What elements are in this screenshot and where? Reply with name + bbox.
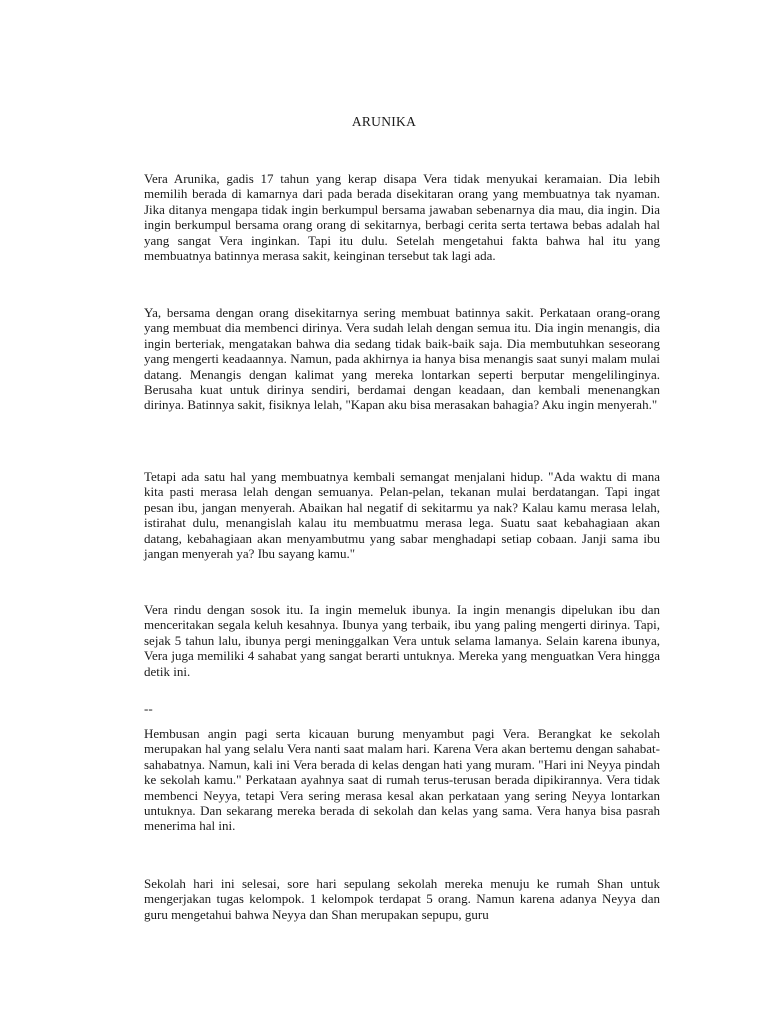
paragraph-2: Ya, bersama dengan orang disekitarnya sering membuat batinnya sakit. Perkataan orang-orang yang membuat dia membenci dirinya. Vera sudah lelah dengan semua itu. Dia ingin menangis, dia ingin berteriak, mengatakan bahwa dia sedang tidak baik-baik saja. Dia membutuhkan seseorang yang mengerti keadaannya. Namun, pada akhirnya ia hanya bisa menangis saat sunyi malam mulai datang. Menangis dengan kalimat yang mereka lontarkan seperti berputar mengelilinginya. Berusaha kuat untuk dirinya sendiri, berdamai dengan keadaan, dan kembali menenangkan dirinya. Batinnya sakit, fisiknya lelah, "Kapan aku bisa merasakan bahagia? Aku ingin menyerah." (144, 305, 660, 413)
paragraph-5: Hembusan angin pagi serta kicauan burung menyambut pagi Vera. Berangkat ke sekolah merupakan hal yang selalu Vera nanti saat malam hari. Karena Vera akan bertemu dengan sahabat-sahabatnya. Namun, kali ini Vera berada di kelas dengan hati yang muram. "Hari ini Neyya pindah ke sekolah kamu." Perkataan ayahnya saat di rumah terus-terusan berada dipikirannya. Vera tidak membenci Neyya, tetapi Vera sering merasa kesal akan perkataan yang sering Neyya lontarkan untuknya. Dan sekarang mereka berada di sekolah dan kelas yang sama. Vera hanya bisa pasrah menerima hal ini. (144, 726, 660, 834)
section-separator: -- (144, 701, 153, 716)
document-title: ARUNIKA (351, 114, 417, 129)
paragraph-1: Vera Arunika, gadis 17 tahun yang kerap disapa Vera tidak menyukai keramaian. Dia lebih memilih berada di kamarnya dari pada berada disekitaran orang yang membuatnya tak nyaman. Jika ditanya mengapa tidak ingin berkumpul bersama jawaban sebenarnya dia mau, dia ingin. Dia ingin berkumpul bersama orang orang di sekitarnya, berbagi cerita serta tertawa bebas adalah hal yang sangat Vera inginkan. Tapi itu dulu. Setelah mengetahui fakta bahwa hal itu yang membuatnya batinnya merasa sakit, keinginan tersebut tak lagi ada. (144, 171, 660, 264)
paragraph-3: Tetapi ada satu hal yang membuatnya kembali semangat menjalani hidup. "Ada waktu di mana kita pasti merasa lelah dengan semuanya. Pelan-pelan, tekanan mulai berdatangan. Tapi ingat pesan ibu, jangan menyerah. Abaikan hal negatif di sekitarmu ya nak? Kalau kamu merasa lelah, istirahat dulu, menangislah kalau itu membuatmu merasa lega. Suatu saat kebahagiaan akan datang, kebahagiaan akan menyambutmu yang sabar menghadapi setiap cobaan. Janji sama ibu jangan menyerah ya? Ibu sayang kamu." (144, 469, 660, 562)
paragraph-4: Vera rindu dengan sosok itu. Ia ingin memeluk ibunya. Ia ingin menangis dipelukan ibu dan menceritakan segala keluh kesahnya. Ibunya yang terbaik, ibu yang paling mengerti dirinya. Tapi, sejak 5 tahun lalu, ibunya pergi meninggalkan Vera untuk selama lamanya. Selain karena ibunya, Vera juga memiliki 4 sahabat yang sangat berarti untuknya. Mereka yang menguatkan Vera hingga detik ini. (144, 602, 660, 679)
paragraph-6: Sekolah hari ini selesai, sore hari sepulang sekolah mereka menuju ke rumah Shan untuk mengerjakan tugas kelompok. 1 kelompok terdapat 5 orang. Namun karena adanya Neyya dan guru mengetahui bahwa Neyya dan Shan merupakan sepupu, guru (144, 876, 660, 922)
